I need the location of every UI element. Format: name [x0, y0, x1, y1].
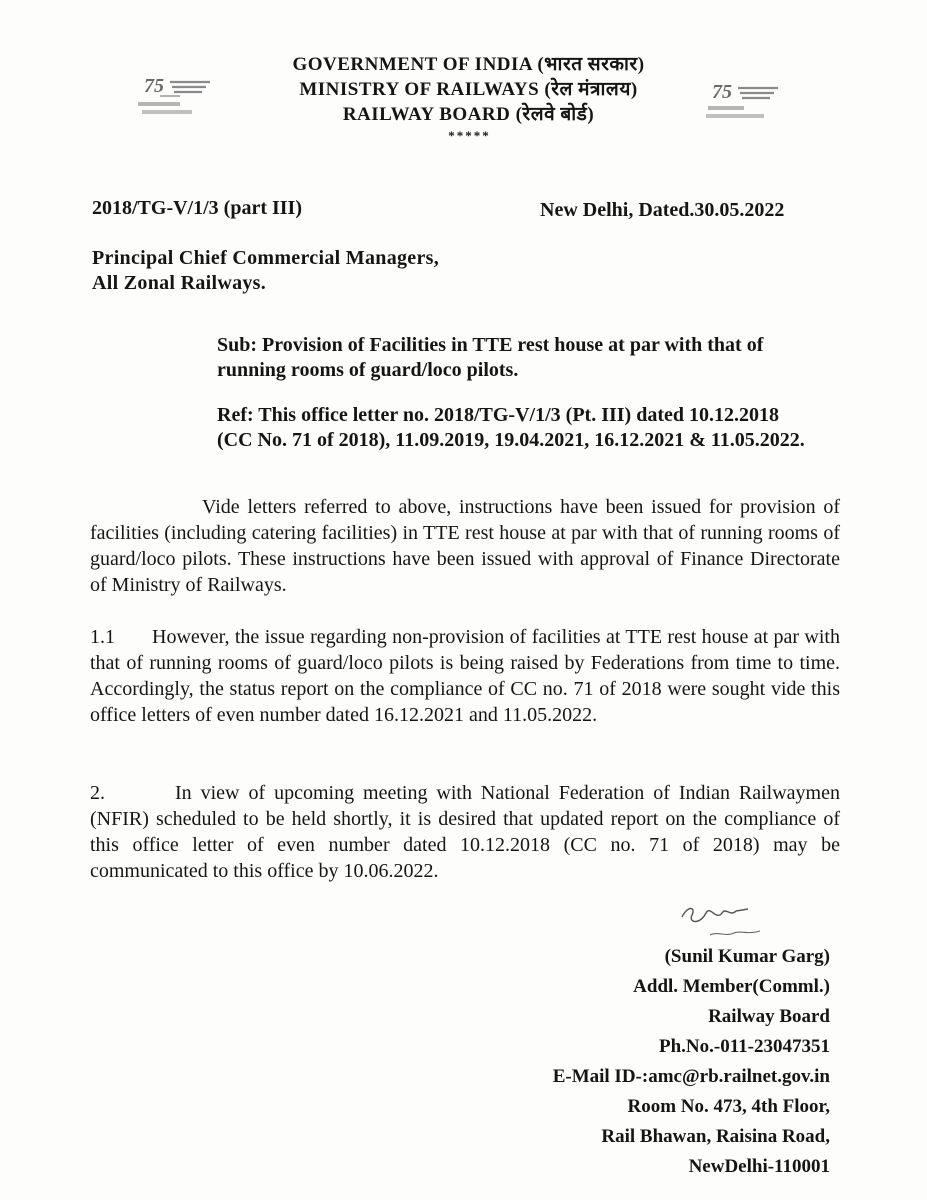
letterhead — [0, 52, 927, 145]
paragraph-number: 2. — [90, 782, 105, 804]
letterhead-board: RAILWAY BOARD (रेलवे बोर्ड) — [342, 104, 595, 125]
signatory-office: Railway Board — [708, 1006, 830, 1027]
subject-line: Sub: Provision of Facilities in TTE rest house at par with that of running rooms of guard/loco pilots. — [217, 334, 764, 381]
signatory-name: (Sunil Kumar Garg) — [664, 946, 830, 967]
place-and-date: New Delhi, Dated.30.05.2022 — [540, 199, 785, 221]
paragraph-text: In view of upcoming meeting with National Federation of Indian Railwaymen (NFIR) scheduled to be held shortly, it is desired that updated report on the compliance of this office letter of even number dated 10.12.2018 (CC no. 71 of 2018) may be communicated to this office by 10.06.2022. — [90, 782, 840, 882]
letterhead-ministry: MINISTRY OF RAILWAYS (रेल मंत्रालय) — [299, 79, 638, 100]
letter-number: 2018/TG-V/1/3 (part III) — [92, 197, 302, 219]
letterhead-stars: ***** — [448, 128, 491, 143]
signatory-city: NewDelhi-110001 — [688, 1156, 830, 1177]
paragraph-number: 1.1 — [90, 626, 115, 648]
signatory-phone: Ph.No.-011-23047351 — [659, 1036, 830, 1057]
addressee-line-2: All Zonal Railways. — [92, 272, 267, 294]
addressee-line-1: Principal Chief Commercial Managers, — [92, 247, 440, 269]
paragraph-text: However, the issue regarding non-provision of facilities at TTE rest house at par with that of running rooms of guard/loco pilots is being raised by Federations from time to time. Accordingly, the status report on the compliance of CC no. 71 of 2018 were sought vide this office letters of even number dated 16.12.2021 and 11.05.2022. — [90, 626, 840, 726]
paragraph-intro: Vide letters referred to above, instructions have been issued for provision of facilities (including catering facilities) in TTE rest house at par with that of running rooms of guard/loco pilots. These instructions have been issued with approval of Finance Directorate of Ministry of Railways. — [90, 496, 840, 596]
signatory-designation: Addl. Member(Comml.) — [633, 976, 830, 997]
signatory-email: E-Mail ID-:amc@rb.railnet.gov.in — [552, 1066, 830, 1087]
svg-text:75: 75 — [712, 81, 732, 103]
signatory-room: Room No. 473, 4th Floor, — [627, 1096, 830, 1117]
reference-line: Ref: This office letter no. 2018/TG-V/1/3 (Pt. III) dated 10.12.2018 (CC No. 71 of 2018), 11.09.2019, 19.04.2021, 16.12.2021 & 11.05.2022. — [217, 404, 805, 451]
signatory-building: Rail Bhawan, Raisina Road, — [601, 1126, 830, 1147]
letterhead-government: GOVERNMENT OF INDIA (भारत सरकार) — [292, 54, 645, 75]
paragraph-2 — [90, 780, 840, 884]
svg-text:75: 75 — [144, 75, 164, 97]
paragraph-1-1 — [90, 624, 840, 728]
addressee — [92, 246, 439, 296]
signatory-block — [470, 942, 830, 1182]
